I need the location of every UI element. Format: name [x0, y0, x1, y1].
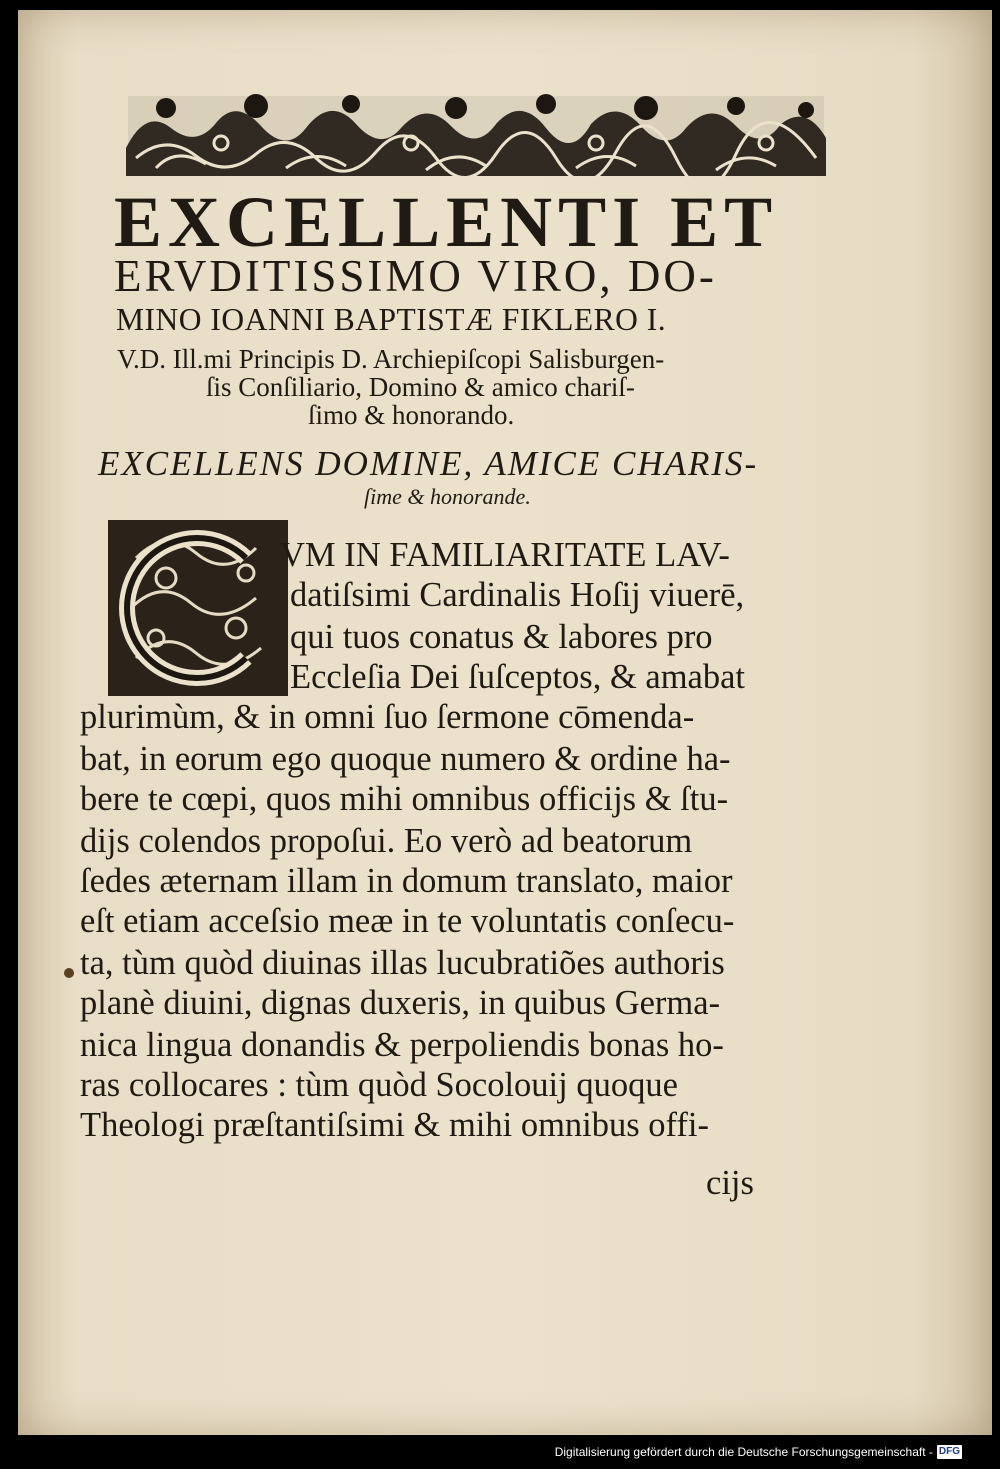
dfg-logo-icon[interactable]: DFG: [938, 1446, 960, 1457]
ink-dot-mark: [64, 968, 74, 978]
heading-line-4: V.D. Ill.mi Principis D. Archiepiſcopi Salisburgen-: [117, 344, 665, 374]
body-line-2: datiſsimi Cardinalis Hoſij viuerē,: [290, 576, 745, 614]
heading-line-1: EXCELLENTI ET: [114, 182, 779, 262]
body-line-14: ras collocares : tùm quòd Socolouij quoque: [80, 1066, 678, 1104]
salutation-line-1: EXCELLENS DOMINE, AMICE CHARIS-: [98, 444, 759, 483]
body-line-11: ta, tùm quòd diuinas illas lucubratiões authoris: [80, 944, 725, 982]
heading-line-6: ſimo & honorando.: [308, 400, 515, 430]
body-line-15: Theologi præſtantiſsimi & mihi omnibus offi-: [80, 1106, 709, 1144]
heading-line-5: ſis Conſiliario, Domino & amico chariſ-: [206, 372, 635, 402]
body-line-7: bere te cœpi, quos mihi omnibus officijs & ſtu-: [80, 780, 729, 818]
body-line-8: dijs colendos propoſui. Eo verò ad beatorum: [80, 822, 693, 860]
salutation-line-2: ſime & honorande.: [364, 484, 531, 509]
book-page: [18, 10, 992, 1435]
decorated-initial-c: [106, 518, 290, 698]
body-line-13: nica lingua donandis & perpoliendis bonas ho-: [80, 1026, 724, 1064]
body-line-9: ſedes æternam illam in domum translato, maior: [80, 862, 733, 900]
body-line-4: Eccleſia Dei ſuſceptos, & amabat: [290, 658, 746, 696]
body-line-10: eſt etiam acceſsio meæ in te voluntatis conſecu-: [80, 902, 735, 940]
body-line-3: qui tuos conatus & labores pro: [290, 618, 713, 656]
heading-line-2: ERVDITISSIMO VIRO, DO-: [114, 251, 717, 301]
catchword: cijs: [706, 1164, 754, 1202]
digitization-credit: [555, 1443, 962, 1461]
credit-text: Digitalisierung gefördert durch die Deutsche Forschungsgemeinschaft -: [554, 1445, 933, 1459]
body-line-6: bat, in eorum ego quoque numero & ordine ha-: [80, 740, 731, 778]
heading-line-3: MINO IOANNI BAPTISTÆ FIKLERO I.: [116, 302, 667, 337]
body-line-12: planè diuini, dignas duxeris, in quibus Germa-: [80, 984, 721, 1022]
body-line-5: plurimùm, & in omni ſuo ſermone cōmenda-: [80, 698, 695, 736]
floral-headpiece-ornament: [126, 88, 826, 180]
body-line-1: VM IN FAMILIARITATE LAV-: [280, 536, 730, 574]
